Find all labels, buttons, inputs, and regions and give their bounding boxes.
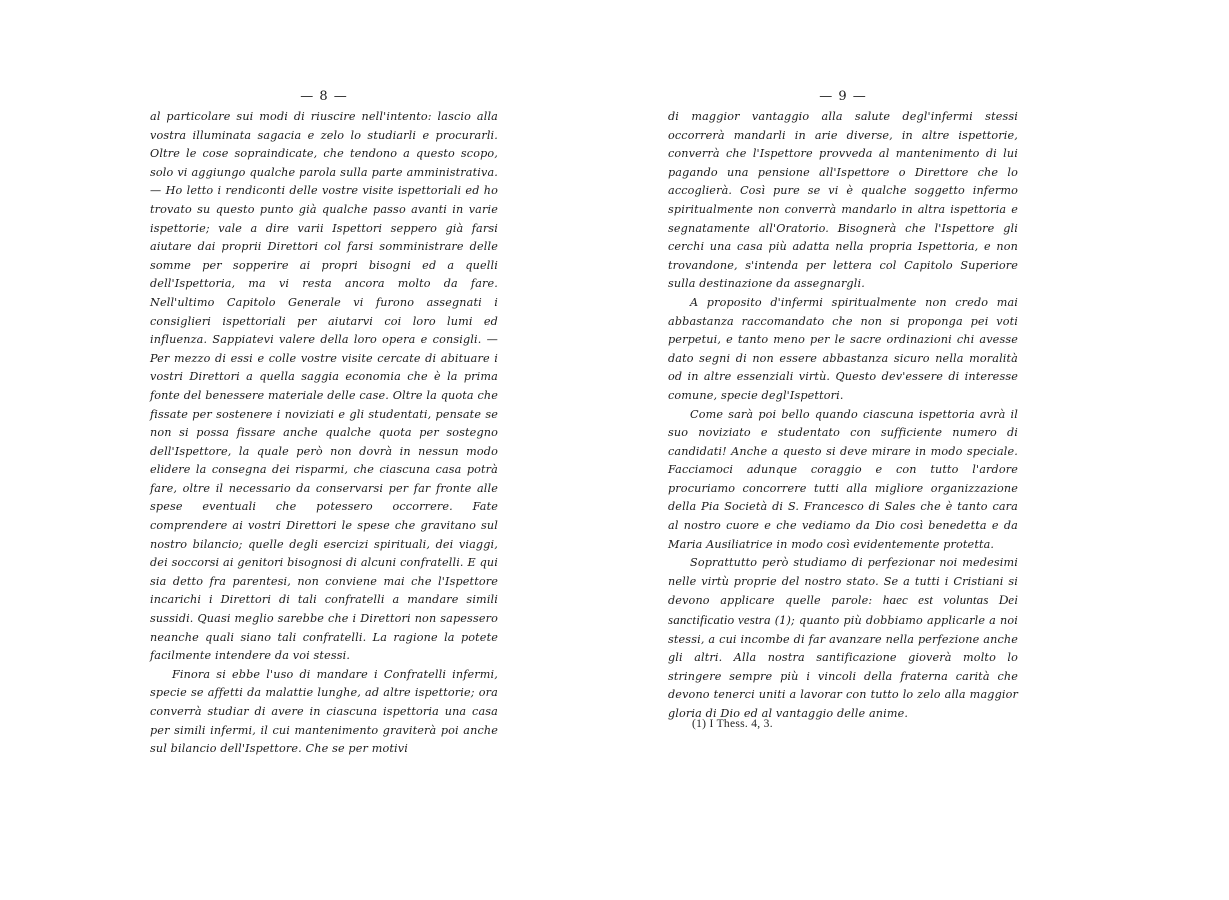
page-number-left: — 8 — <box>300 89 348 104</box>
latin-quote: haec est voluntas Dei sanctificatio vestra <box>668 592 1018 628</box>
left-page <box>150 88 498 759</box>
right-paragraph-2: A proposito d'infermi spiritualmente non credo mai abbastanza raccomandato che non si proponga pei voti perpetui, e tanto meno per le sacre ordinazioni chi avesse dato segni di non essere abbastanza sicuro nella moralità od in altre essenziali virtù. Questo dev'essere di interesse comune, specie degl'Ispettori. <box>668 295 1018 402</box>
paragraph-4-end: ; quanto più dobbiamo applicarle a noi stessi, a cui incombe di far avanzare nella perfezione anche gli altri. Alla nostra santificazione gioverà molto lo stringere sempre più i vincoli della fraterna carità che devono tenerci uniti a lavorar con tutto lo zelo alla maggior gloria di Dio ed al vantaggio delle anime. <box>668 614 1018 720</box>
right-page <box>668 88 1018 724</box>
left-paragraph-1: al particolare sui modi di riuscire nell'intento: lascio alla vostra illuminata sagacia e zelo lo studiarli e procurarli. Oltre le cose sopraindicate, che tendono a questo scopo, solo vi aggiungo qualche parola sulla parte amministrativa. — Ho letto i rendiconti delle vostre visite ispettoriali ed ho trovato su questo punto già qualche passo avanti in varie ispettorie; vale a dire varii Ispettori seppero già farsi aiutare dai proprii Direttori col farsi somministrare delle somme per sopperire ai propri bisogni ed a quelli dell'Ispettoria, ma vi resta ancora molto da fare. Nell'ultimo Capitolo Generale vi furono assegnati i consiglieri ispettoriali per aiutarvi coi loro lumi ed influenza. Sappiatevi valere della loro opera e consigli. — Per mezzo di essi e colle vostre visite cercate di abituare i vostri Direttori a quella saggia economia che è la prima fonte del benessere materiale delle case. Oltre la quota che fissate per sostenere i noviziati e gli studentati, pensate se non si possa fissare anche qualche quota per sostegno dell'Ispettore, la quale però non dovrà in nessun modo elidere la consegna dei risparmi, che ciascuna casa potrà fare, oltre il necessario da conservarsi per far fronte alle spese eventuali che potessero occorrere. Fate comprendere ai vostri Direttori le spese che gravitano sul nostro bilancio; quelle degli esercizi spirituali, dei viaggi, dei soccorsi ai genitori bisognosi di alcuni confratelli. E qui sia detto fra parentesi, non conviene mai che l'Ispettore incarichi i Direttori di tali confratelli a mandare simili sussidi. Quasi meglio sarebbe che i Direttori non sapessero neanche quali siano tali confratelli. La ragione la potete facilmente intendere da voi stessi. <box>150 110 498 663</box>
paragraph-4-start: Soprattutto però studiamo di perfezionar noi medesimi nelle virtù proprie del nostro stato. Se a tutti i Cristiani si devono applicare quelle parole: <box>668 556 1018 608</box>
footnote-ref: (1) <box>774 614 792 628</box>
page-number-right: — 9 — <box>819 89 867 104</box>
right-paragraph-1: di maggior vantaggio alla salute degl'infermi stessi occorrerà mandarli in arie diverse, in altre ispettorie, converrà che l'Ispettore provveda al mantenimento di lui pagando una pensione all'Ispettore o Direttore che lo accoglierà. Così pure se vi è qualche soggetto infermo spiritualmente non converrà mandarlo in altra ispettoria e segnatamente all'Oratorio. Bisognerà che l'Ispettore gli cerchi una casa più adatta nella propria Ispettoria, e non trovandone, s'intenda per lettera col Capitolo Superiore sulla destinazione da assegnargli. <box>668 110 1018 291</box>
footnote: (1) I Thess. 4, 3. <box>692 718 773 730</box>
right-paragraph-4 <box>668 554 1018 723</box>
right-paragraph-3: Come sarà poi bello quando ciascuna ispettoria avrà il suo noviziato e studentato con sufficiente numero di candidati! Anche a questo si deve mirare in modo speciale. Facciamoci adunque coraggio e con tutto l'ardore procuriamo concorrere tutti alla migliore organizzazione della Pia Società di S. Francesco di Sales che è tanto cara al nostro cuore e che vediamo da Dio così benedetta e da Maria Ausiliatrice in modo così evidentemente protetta. <box>668 407 1018 551</box>
left-paragraph-2: Finora si ebbe l'uso di mandare i Confratelli infermi, specie se affetti da malattie lunghe, ad altre ispettorie; ora converrà studiar di avere in ciascuna ispettoria una casa per simili infermi, il cui mantenimento graviterà poi anche sul bilancio dell'Ispettore. Che se per motivi <box>150 667 498 756</box>
